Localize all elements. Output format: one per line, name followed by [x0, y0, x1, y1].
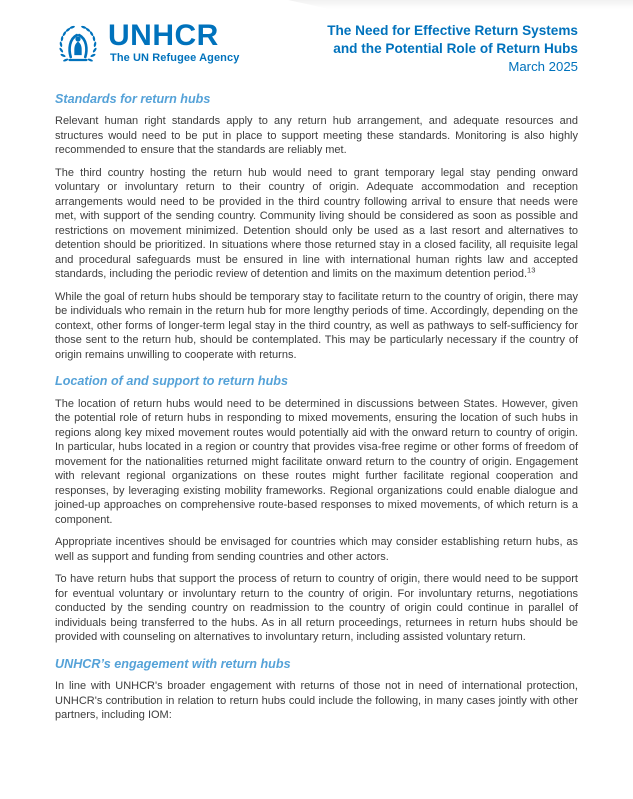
paragraph-text: The third country hosting the return hub would need to grant temporary legal stay pending onward voluntary or involuntary return to their country of origin. Adequate accommodation and reception arrangements would need to be provided in the third country following arrival to ensure that needs were met, with support of the sending country. Community living should be considered as soon as possible and restrictions on movement minimized. Detention should only be used as a last resort and alternatives to detention should be prioritized. In situations where those returned stay in a closed facility, all requisite legal and procedural safeguards must be ensured in line with international human rights law and accepted standards, including the periodic review of detention and limits on the maximum detention period. — [55, 166, 578, 281]
body-paragraph: Appropriate incentives should be envisaged for countries which may consider establishing return hubs, as well as support and funding from sending countries and other actors. — [55, 536, 578, 563]
footnote-reference: 13 — [527, 265, 536, 275]
unhcr-logo — [55, 20, 239, 75]
section-heading-unhcr-engagement: UNHCR’s engagement with return hubs — [55, 656, 291, 671]
section-heading-standards: Standards for return hubs — [55, 92, 211, 106]
logo-wordmark: UNHCR — [108, 19, 219, 52]
body-paragraph: While the goal of return hubs should be temporary stay to facilitate return to the country of origin, there may be individuals who remain in the return hub for more lengthy periods of time. Accordingly, depending on the context, other forms of longer-term legal stay in the third country, as well as pathways to self-sufficiency for those sent to the return hub, should be contemplated. This may be particularly necessary if the country of origin remains unwilling to cooperate with returns. — [55, 290, 578, 361]
document-body — [55, 92, 578, 723]
body-paragraph: In line with UNHCR's broader engagement with returns of those not in need of international protection, UNHCR's contribution in relation to return hubs could include the following, in many cases jointly with other partners, including IOM: — [55, 680, 578, 722]
unhcr-emblem-icon — [55, 21, 101, 75]
body-paragraph: To have return hubs that support the process of return to country of origin, there would need to be support for eventual voluntary or involuntary return to the country of origin. For involuntary returns, negotiations conducted by the sending country on readmission to the country of origin could continue in parallel of individuals being transferred to the hubs. As in all return proceedings, returnees in return hubs should be provided with counseling on alternatives to involuntary return, including assisted voluntary return. — [55, 573, 578, 644]
document-title-line-2: and the Potential Role of Return Hubs — [333, 41, 578, 56]
document-date: March 2025 — [508, 59, 578, 74]
body-paragraph — [55, 166, 578, 282]
logo-tagline: The UN Refugee Agency — [110, 51, 240, 64]
document-title-line-1: The Need for Effective Return Systems — [327, 23, 578, 38]
document-title-block — [327, 20, 578, 76]
document-header — [55, 20, 578, 76]
body-paragraph: Relevant human right standards apply to any return hub arrangement, and adequate resources and structures would need to be put in place to support meeting these standards. Monitoring is also highly recommended to ensure that the standards are reliably met. — [55, 115, 578, 157]
section-heading-location: Location of and support to return hubs — [55, 374, 288, 389]
body-paragraph: The location of return hubs would need to be determined in discussions between States. However, given the potential role of return hubs in responding to mixed movements, ensuring the location of such hubs in regions along key mixed movement routes would potentially aid with the onward return to country of origin. In particular, hubs located in a region or country that provides visa-free regime or other forms of freedom of movement for the nationalities returned might facilitate onward return to the country of origin. Engagement with relevant regional organizations on these routes might further facilitate regional cooperation and responses, by leveraging existing mobility frameworks. Regional organizations could enable dialogue and joined-up approaches on comprehensive route-based responses to mixed movements, of which return is a component. — [55, 397, 578, 526]
